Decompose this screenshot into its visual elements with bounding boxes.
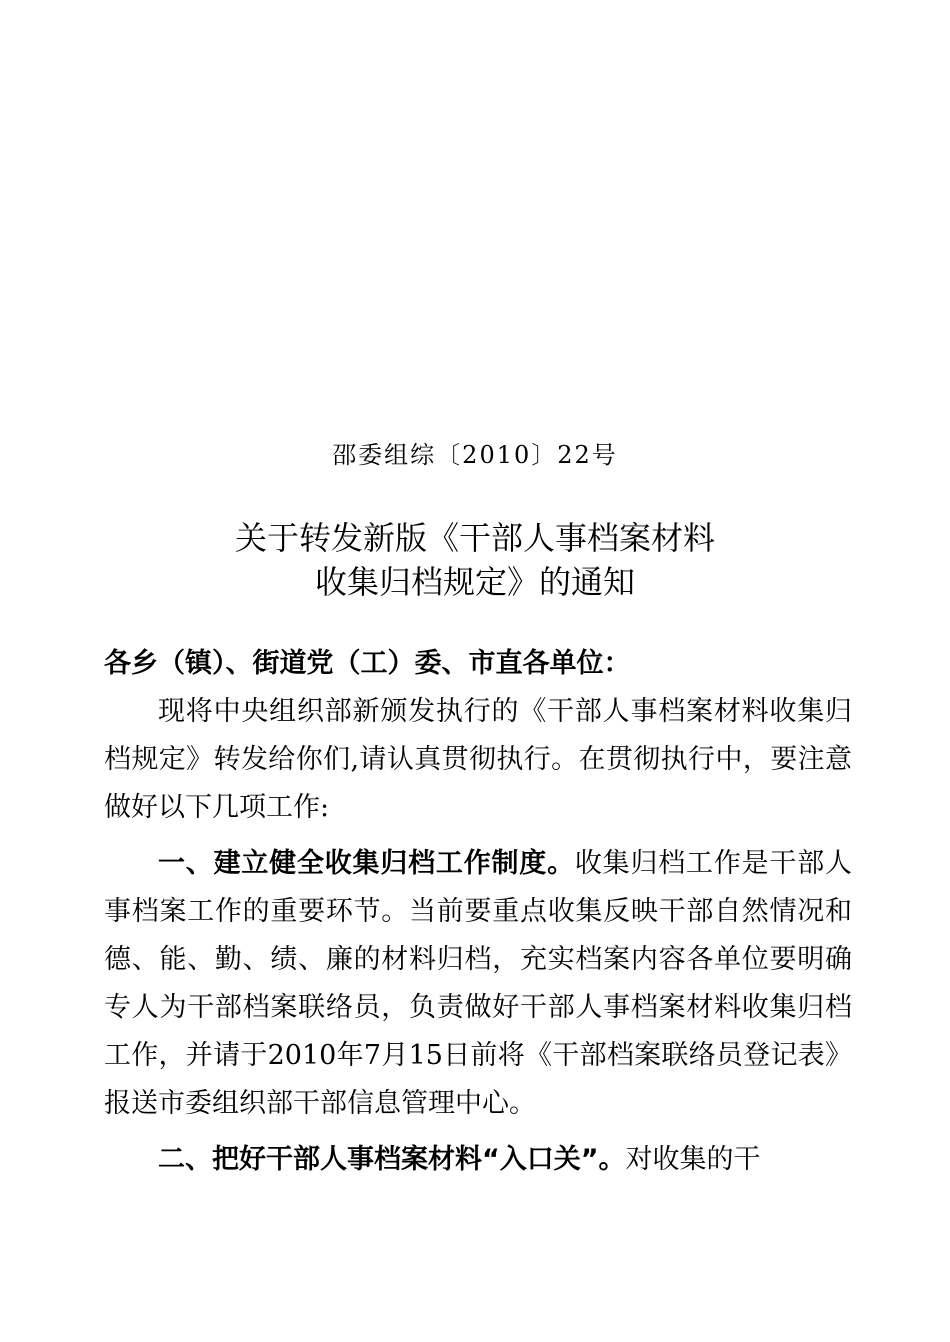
title-line-1: 关于转发新版《干部人事档案材料 <box>234 519 715 557</box>
intro-paragraph: 现将中央组织部新颁发执行的《干部人事档案材料收集归档规定》转发给你们,请认真贯彻执行。在贯彻执行中，要注意做好以下几项工作: <box>104 696 852 823</box>
section-1-heading: 一、建立健全收集归档工作制度。 <box>158 848 575 879</box>
section-2-text: 对收集的干 <box>625 1144 761 1175</box>
document-number: 邵委组综〔2010〕22号 <box>332 441 618 469</box>
section-1-text: 收集归档工作是干部人事档案工作的重要环节。当前要重点收集反映干部自然情况和德、能、勤、绩、廉的材料归档，充实档案内容各单位要明确专人为干部档案联络员，负责做好干部人事档案材料收集归档工作，并请于2010年7月15日前将《干部档案联络员登记表》报送市委组织部干部信息管理中心。 <box>104 848 852 1119</box>
document-title <box>0 516 950 604</box>
section-1-paragraph <box>104 840 852 1128</box>
addressee: 各乡（镇）、街道党（工）委、市直各单位： <box>104 648 631 679</box>
title-line-2: 收集归档规定》的通知 <box>314 563 635 601</box>
section-2-heading: 二、把好干部人事档案材料“入口关”。 <box>158 1144 626 1175</box>
section-2-paragraph <box>104 1136 852 1184</box>
document-body <box>104 688 852 1192</box>
